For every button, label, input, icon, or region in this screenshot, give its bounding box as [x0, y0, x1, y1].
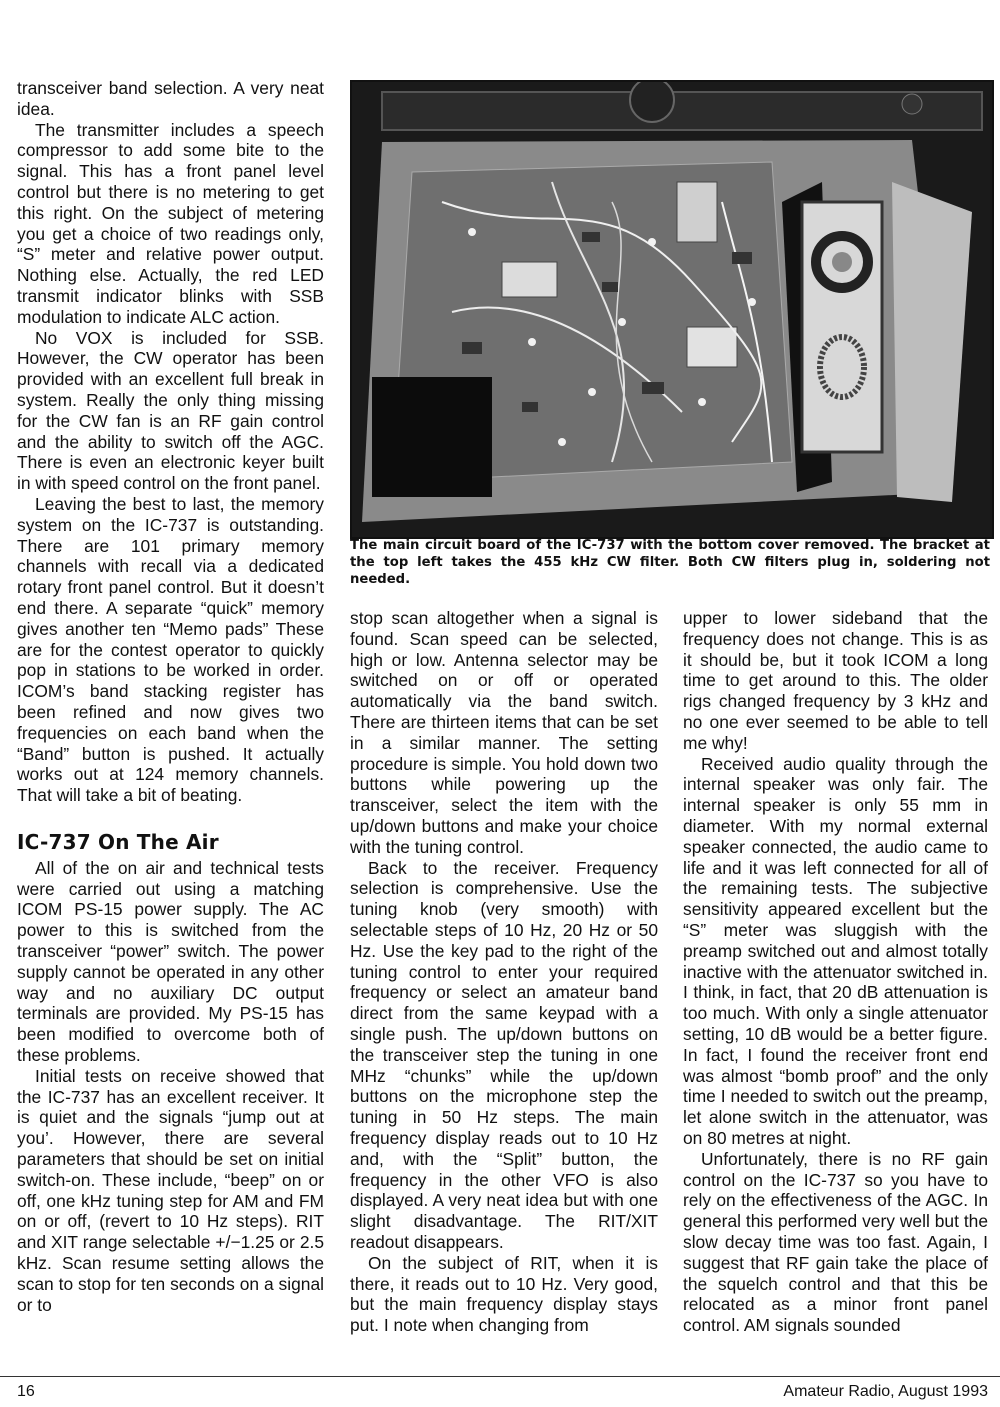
publication-footer: Amateur Radio, August 1993 [783, 1383, 988, 1400]
paragraph: Received audio quality through the internal speaker was only fair. The internal speaker is only 55 mm in diameter. With my normal external speaker connected, the audio came to life and it was left connected for all of the remaining tests. The subjective sensitivity appeared excellent but the “S” meter was sluggish with the preamp switched out and almost totally inactive with the attenuator switched in. I think, in fact, that 20 dB attenuation is too much. With only a single attenuator setting, 10 dB would be a better figure. In fact, I found the receiver front end was almost “bomb proof” and the only time I needed to switch out the preamp, let alone switch in the attenuator, was on 80 metres at night. [683, 753, 988, 1148]
text-column-right [683, 608, 988, 1336]
text-column-left [17, 78, 324, 1315]
paragraph: No VOX is included for SSB. However, the CW operator has been provided with an excellent full break in system. Really the only thing missing for the CW fan is an RF gain control and the ability to switch off the AGC. There is even an electronic keyer built in with speed control on the front panel. [17, 327, 324, 494]
section-heading: IC-737 On The Air [17, 829, 219, 854]
paragraph: transceiver band selection. A very neat idea. [17, 78, 324, 119]
paragraph: Leaving the best to last, the memory system on the IC-737 is outstanding. There are 101 primary memory channels with recall via a dedicated rotary front panel control. But it doesn’t end there. A separate “quick” memory gives another ten “Memo pads” These are for the contest operator to quickly pop in stations to be worked in order. ICOM’s band stacking register has been refined and now gives two frequencies on each band when the “Band” button is pushed. It actually works out at 124 memory channels. That will take a bit of beating. [17, 493, 324, 806]
paragraph: On the subject of RIT, when it is there, it reads out to 10 Hz. Very good, but the main frequency display stays put. I note when changing from [350, 1252, 658, 1336]
paragraph: The transmitter includes a speech compressor to add some bite to the signal. This has a front panel level control but there is no metering to get this right. On the subject of metering you get a choice of two readings only, “S” meter and relative power output. Nothing else. Actually, the red LED transmit indicator blinks with SSB modulation to indicate ALC action. [17, 119, 324, 327]
paragraph: All of the on air and technical tests were carried out using a matching ICOM PS-15 power supply. The AC power to this is switched from the transceiver “power” switch. The power supply cannot be operated in any other way and no auxiliary DC output terminals are provided. My PS-15 has been modified to overcome both of these problems. [17, 857, 324, 1066]
text-column-middle [350, 608, 658, 1336]
paragraph: Unfortunately, there is no RF gain control on the IC-737 so you have to rely on the effectiveness of the AGC. In general this performed very well but the slow decay time was too fast. Again, I suggest that RF gain take the place of the squelch control and that this be relocated as a minor front panel control. AM signals sounded [683, 1148, 988, 1336]
paragraph: Back to the receiver. Frequency selection is comprehensive. Use the tuning knob (very smooth) with selectable steps of 10 Hz, 20 Hz or 50 Hz. Use the key pad to the right of the tuning control to enter your required frequency or select an amateur band direct from the same keypad with a single push. The up/down buttons on the transceiver step the tuning in one MHz “chunks” while the up/down buttons on the microphone step the tuning in 50 Hz steps. The main frequency display reads out to 10 Hz and, with the “Split” button, the frequency in the other VFO is also displayed. A very neat idea but with one slight disadvantage. The RIT/XIT readout disappears. [350, 857, 658, 1252]
circuit-board-illustration [352, 82, 992, 537]
page-number: 16 [17, 1383, 35, 1400]
circuit-board-photo [350, 80, 994, 539]
footer-divider [0, 1376, 1000, 1377]
paragraph: Initial tests on receive showed that the IC-737 has an excellent receiver. It is quiet and the signals “jump out at you’. However, there are several parameters that should be set on initial switch-on. These include, “beep” on or off, one kHz tuning step for AM and FM on or off, (revert to 10 Hz steps). RIT and XIT range selectable +/−1.25 or 2.5 kHz. Scan resume setting allows the scan to stop for ten seconds on a signal or to [17, 1065, 324, 1315]
paragraph: stop scan altogether when a signal is found. Scan speed can be selected, high or low. Antenna selector may be switched on or off or operated automatically via the band switch. There are thirteen items that can be set in a similar manner. The setting procedure is simple. You hold down two buttons while powering up the transceiver, select the item with the up/down buttons and make your choice with the tuning control. [350, 608, 658, 857]
figure-caption: The main circuit board of the IC-737 with the bottom cover removed. The bracket at the top left takes the 455 kHz CW filter. Both CW filters plug in, soldering not needed. [350, 538, 990, 587]
paragraph: upper to lower sideband that the frequency does not change. This is as it should be, but it took ICOM a long time to get around to this. The older rigs changed frequency by 3 kHz and no one ever seemed to be able to tell me why! [683, 608, 988, 753]
